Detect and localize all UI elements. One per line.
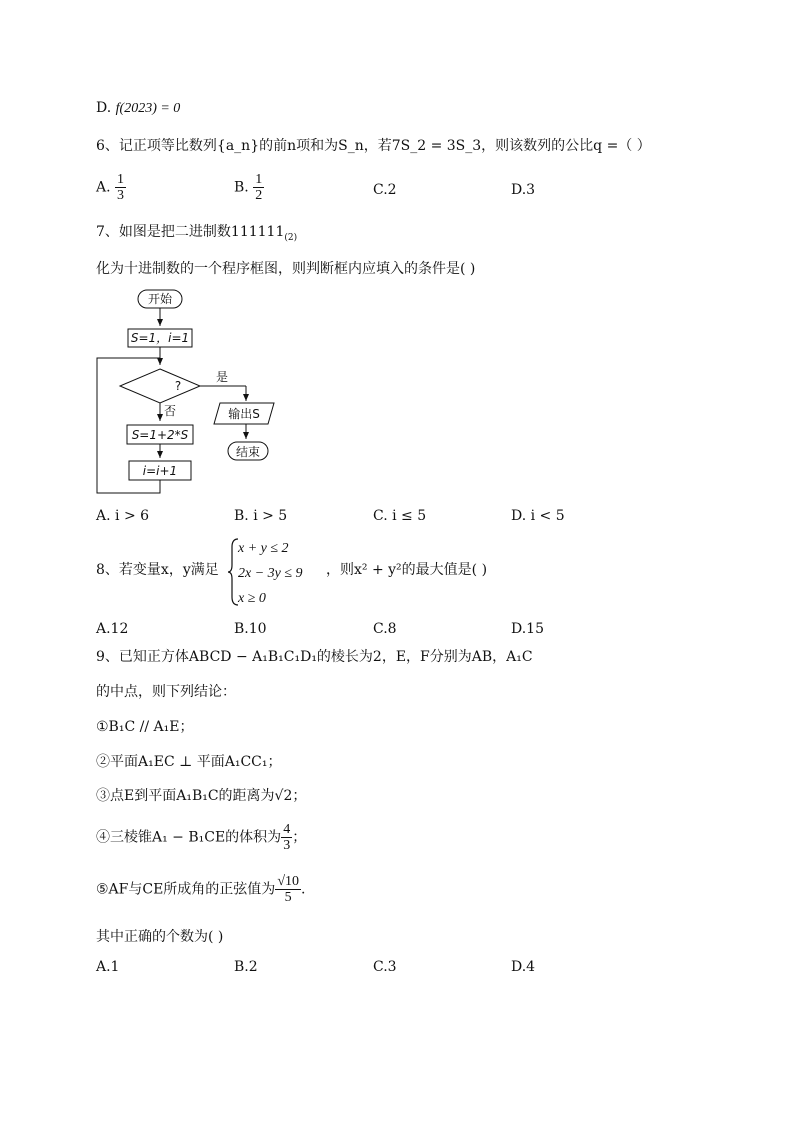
- q9-c4-frac-den: 3: [283, 838, 291, 853]
- q8-stem-post: ，则x² + y²的最大值是( ): [326, 562, 488, 578]
- q8-option-d: D.15: [511, 621, 544, 637]
- q8-constraint-2: 2x − 3y ≤ 9: [238, 566, 303, 581]
- flow-end-text: 结束: [235, 445, 261, 459]
- q9-conclusion-4: [96, 822, 306, 853]
- flow-yes-text: 是: [216, 370, 229, 384]
- q6-option-a: [96, 172, 126, 203]
- q6-option-a-label: A.: [96, 179, 111, 196]
- q9-stem-line2: 的中点，则下列结论：: [96, 684, 236, 700]
- q6-option-d: D.3: [511, 182, 536, 198]
- q7-number: 7、: [96, 224, 119, 240]
- flow-decision-text: ?: [174, 379, 182, 393]
- q9-option-b: B.2: [234, 959, 258, 975]
- flow-update-s-text: S=1+2*S: [131, 428, 189, 442]
- q6-option-b: [234, 172, 264, 203]
- q9-c5-tail: .: [301, 881, 306, 898]
- q7-stem-line1: [96, 222, 297, 248]
- flowchart: [90, 286, 290, 498]
- q5-option-label: D.: [96, 100, 112, 116]
- q6-option-b-label: B.: [234, 179, 249, 196]
- q6-frac-a-den: 3: [117, 188, 125, 203]
- q8-stem-pre: [96, 560, 219, 580]
- q8-number: 8、: [96, 562, 119, 578]
- q9-conclusion-3: ③点E到平面A₁B₁C的距离为√2；: [96, 788, 307, 804]
- q9-option-c: C.3: [373, 959, 397, 975]
- q6-stem-text: 记正项等比数列{a_n}的前n项和为S_n，若7S_2 = 3S_3，则该数列的公比q =（ ）: [118, 138, 651, 154]
- q8-option-a: A.12: [96, 621, 129, 637]
- q9-conclusion-1: ①B₁C // A₁E；: [96, 719, 194, 735]
- q8-stem-pre-text: 若变量x，y满足: [118, 562, 219, 578]
- q8-constraint-3: x ≥ 0: [238, 591, 266, 606]
- q6-stem: [96, 136, 651, 156]
- q9-c5-frac-den: 5: [284, 890, 292, 905]
- q7-option-c: C. i ≤ 5: [373, 508, 427, 524]
- q7-option-b: B. i > 5: [234, 508, 288, 524]
- q7-stem-text1: 如图是把二进制数111111: [118, 224, 285, 240]
- q6-option-c: C.2: [373, 182, 397, 198]
- q8-constraints: [238, 536, 303, 611]
- q9-c4-frac: [281, 822, 292, 853]
- flow-no-text: 否: [164, 404, 177, 418]
- q7-option-a: A. i > 6: [96, 508, 150, 524]
- q9-c4-tail: ；: [292, 829, 307, 846]
- q9-number: 9、: [96, 649, 119, 665]
- flow-start-text: 开始: [147, 292, 173, 306]
- q7-option-d: D. i < 5: [511, 508, 565, 524]
- q7-subscript: (2): [284, 232, 298, 243]
- q9-conclusion-5-text: ⑤AF与CE所成角的正弦值为: [96, 881, 276, 898]
- q9-c4-frac-num: 4: [283, 822, 291, 837]
- flow-decision: [120, 369, 200, 403]
- q6-frac-a-num: 1: [117, 172, 125, 187]
- q9-stem-line1: [96, 647, 533, 667]
- flow-update-i-text: i=i+1: [142, 464, 178, 478]
- q6-option-b-frac: [253, 172, 264, 203]
- q6-frac-b-num: 1: [255, 172, 263, 187]
- q9-conclusion-2: ②平面A₁EC ⊥ 平面A₁CC₁；: [96, 754, 282, 770]
- q5-option-expr: f(2023) = 0: [115, 101, 181, 116]
- q8-option-c: C.8: [373, 621, 397, 637]
- q9-question: 其中正确的个数为( ): [96, 929, 224, 945]
- q6-frac-b-den: 2: [255, 188, 263, 203]
- q9-conclusion-4-text: ④三棱锥A₁ − B₁CE的体积为: [96, 829, 282, 846]
- q6-number: 6、: [96, 138, 119, 154]
- q9-conclusion-5: [96, 874, 305, 905]
- q8-constraint-1: x + y ≤ 2: [238, 541, 289, 556]
- flow-init-text: S=1，i=1: [130, 331, 190, 345]
- q9-option-a: A.1: [96, 959, 120, 975]
- q6-option-a-frac: [115, 172, 126, 203]
- q9-stem-text1: 已知正方体ABCD − A₁B₁C₁D₁的棱长为2，E，F分别为AB，A₁C: [118, 649, 533, 665]
- q8-option-b: B.10: [234, 621, 267, 637]
- q7-stem-line2: 化为十进制数的一个程序框图，则判断框内应填入的条件是( ): [96, 261, 476, 277]
- q9-option-d: D.4: [511, 959, 536, 975]
- q9-c5-frac-num: √10: [277, 874, 299, 889]
- flow-output-text: 输出S: [228, 407, 260, 421]
- q5-option-d: [96, 98, 180, 119]
- q9-c5-frac: [275, 874, 301, 905]
